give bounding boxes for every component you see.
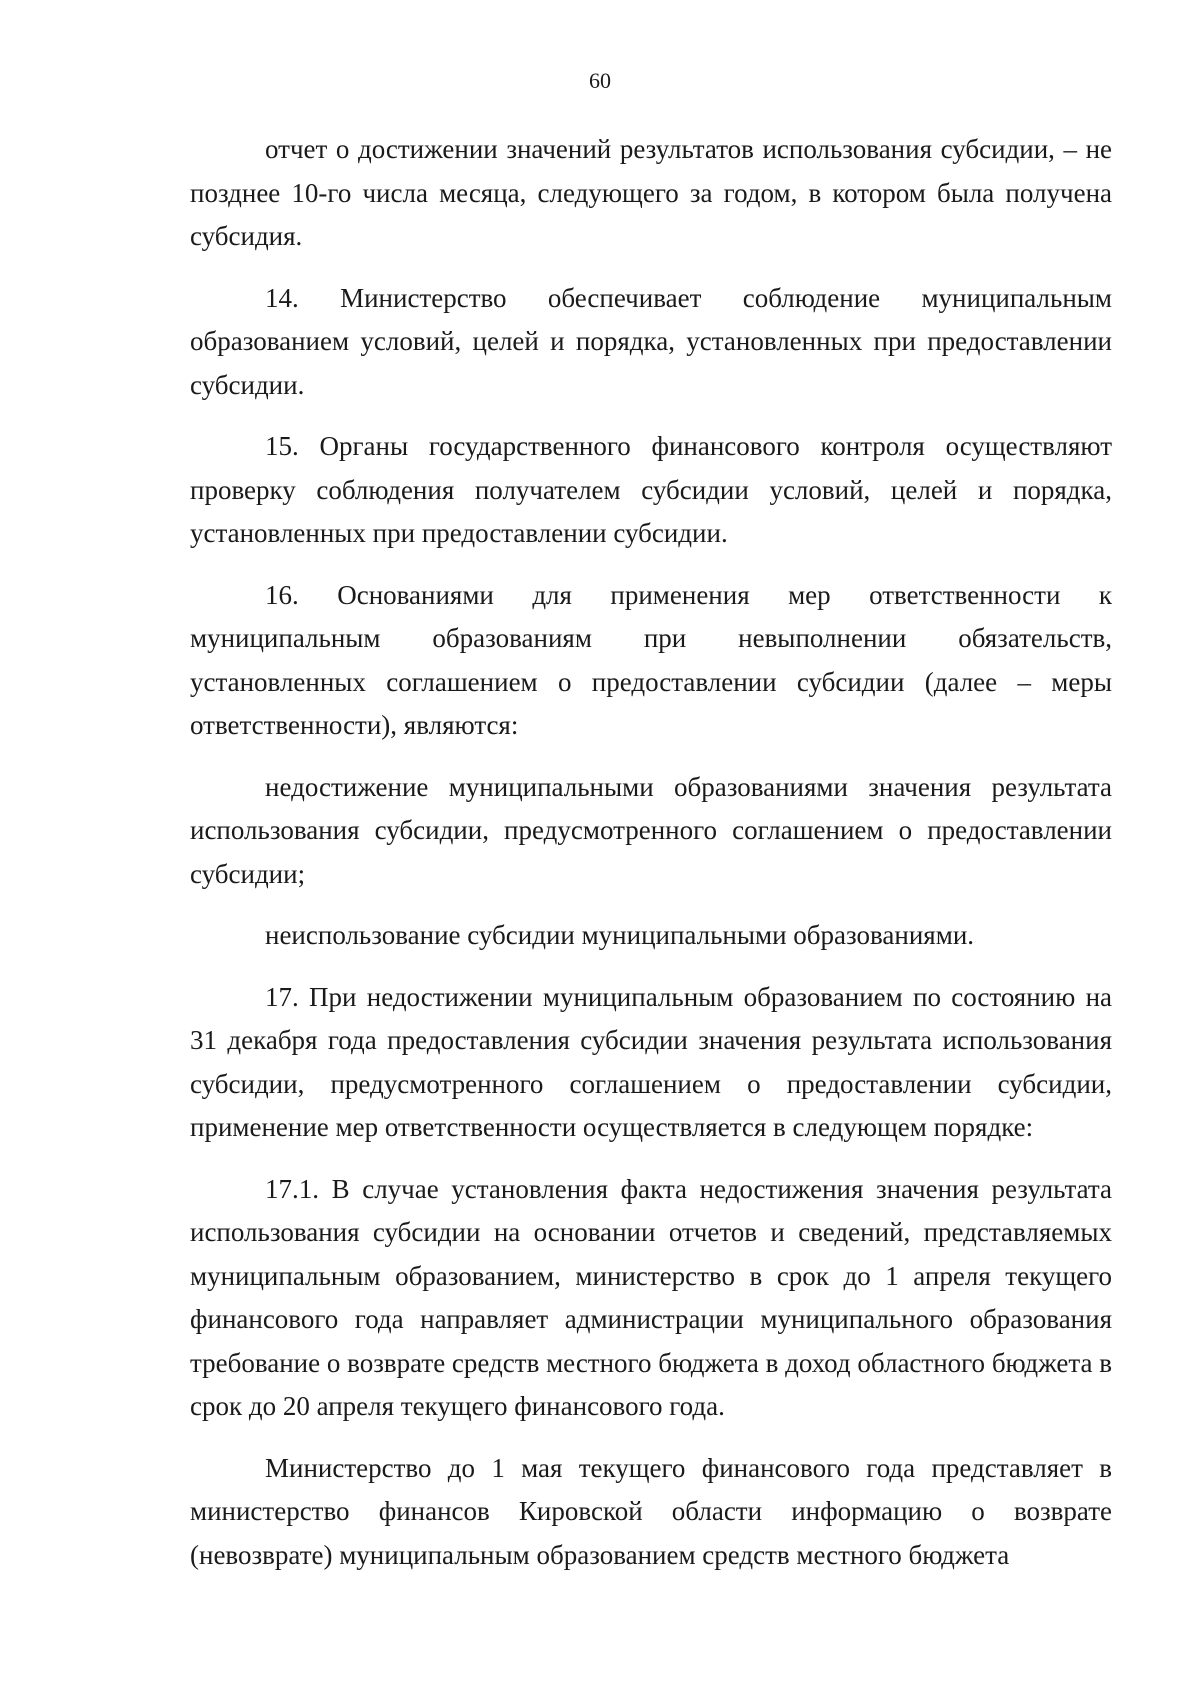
paragraph-16-liability-grounds: 16. Основаниями для применения мер ответственности к муниципальным образованиям при невыполнении обязательств, установленных соглашением о предоставлении субсидии (далее – меры ответственности), являются: [190,579,1112,740]
paragraph-subsidy-report-deadline: отчет о достижении значений результатов использования субсидии, – не позднее 10-го числа месяца, следующего за годом, в котором была получена субсидия. [190,134,1112,251]
paragraph-17-1-refund-demand: 17.1. В случае установления факта недостижения значения результата использования субсидии на основании отчетов и сведений, представляемых муниципальным образованием, министерство в срок до 1 апреля текущего финансового года направляет администрации муниципального образования требование о возврате средств местного бюджета в доход областного бюджета в срок до 20 апреля текущего финансового года. [190,1173,1112,1421]
paragraph-ministry-reporting: Министерство до 1 мая текущего финансового года представляет в министерство финансов Кировской области информацию о возврате (невозврате) муниципальным образованием средств местного бюджета [190,1452,1112,1570]
paragraph-15-financial-control: 15. Органы государственного финансового контроля осуществляют проверку соблюдения получателем субсидии условий, целей и порядка, установленных при предоставлении субсидии. [190,431,1112,548]
paragraph-14-ministry-compliance: 14. Министерство обеспечивает соблюдение муниципальным образованием условий, целей и порядка, установленных при предоставлении субсидии. [190,282,1112,400]
paragraph-ground-not-used: неиспользование субсидии муниципальными образованиями. [265,920,975,950]
page-number: 60 [589,68,611,93]
paragraph-17-liability-procedure: 17. При недостижении муниципальным образованием по состоянию на 31 декабря года предоставления субсидии значения результата использования субсидии, предусмотренного соглашением о предоставлении субсидии, применение мер ответственности осуществляется в следующем порядке: [190,981,1112,1142]
paragraph-ground-not-achieved: недостижение муниципальными образованиями значения результата использования субсидии, предусмотренного соглашением о предоставлении субсидии; [190,771,1112,889]
document-body [190,128,1112,1581]
